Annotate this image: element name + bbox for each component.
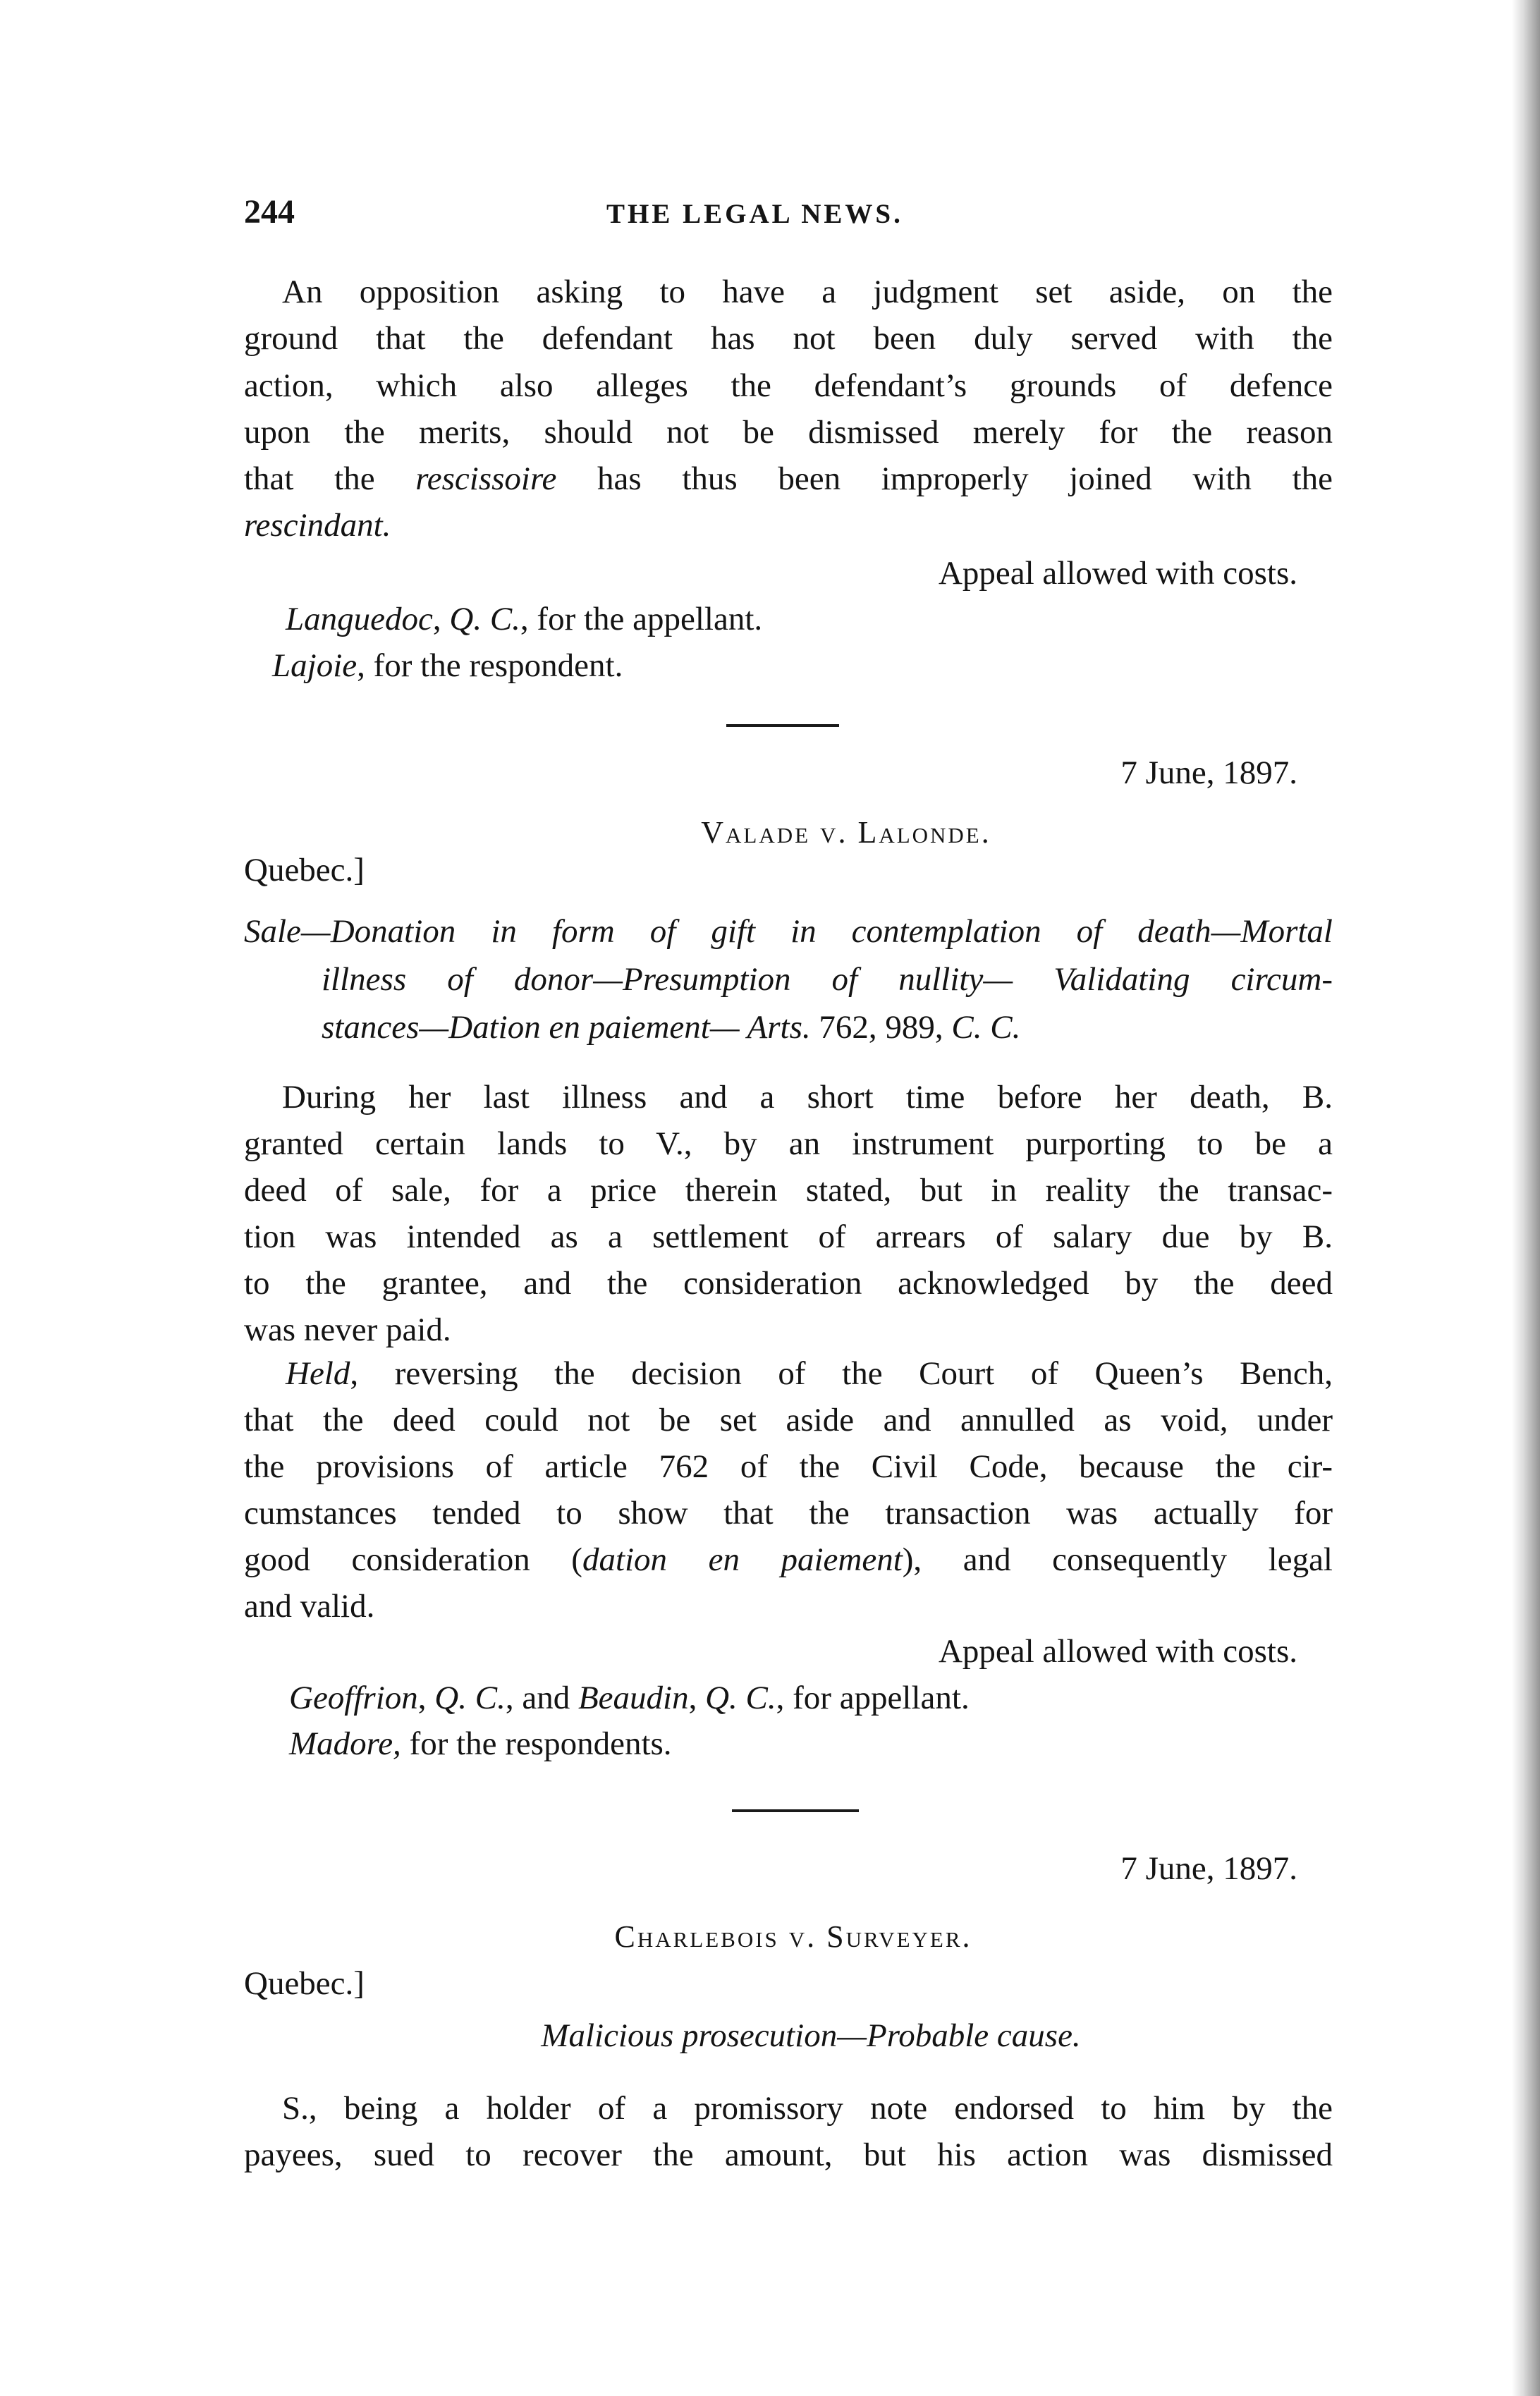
case2-headnote-line-1: Sale—Donation in form of gift in contemplation of death—Mortal: [244, 913, 1333, 950]
case2-headnote-line-3: stances—Dation en paiement— Arts. 762, 989, C. C.: [322, 1009, 1021, 1046]
case2-facts-line-1: During her last illness and a short time before her death, B.: [282, 1079, 1333, 1116]
case1-counsel-respondent: Lajoie, for the respondent.: [272, 647, 623, 684]
case2-facts-line-4: tion was intended as a settlement of arrears of salary due by B.: [244, 1218, 1333, 1255]
case1-counsel-appellant: Languedoc, Q. C., for the appellant.: [286, 601, 763, 637]
case3-facts-line-1: S., being a holder of a promissory note endorsed to him by the: [282, 2090, 1333, 2127]
case2-facts-line-3: deed of sale, for a price therein stated, but in reality the transac-: [244, 1172, 1333, 1209]
case1-result: Appeal allowed with costs.: [938, 555, 1297, 592]
case2-held-line-4: cumstances tended to show that the transaction was actually for: [244, 1495, 1333, 1532]
case1-para-line-2: ground that the defendant has not been duly served with the: [244, 320, 1333, 357]
case2-counsel-appellant: Geoffrion, Q. C., and Beaudin, Q. C., for appellant.: [289, 1680, 970, 1716]
running-title: THE LEGAL NEWS.: [606, 199, 903, 229]
case1-para-line-3: action, which also alleges the defendant’s grounds of defence: [244, 367, 1333, 404]
case2-title: Valade v. Lalonde.: [701, 815, 991, 850]
case3-facts-line-2: payees, sued to recover the amount, but his action was dismissed: [244, 2137, 1333, 2173]
section-divider-2: [732, 1809, 859, 1812]
page-number: 244: [244, 193, 295, 231]
case2-facts-line-5: to the grantee, and the consideration acknowledged by the deed: [244, 1265, 1333, 1302]
case2-court: Quebec.]: [244, 852, 365, 888]
case2-headnote-line-2: illness of donor—Presumption of nullity— Validating circum-: [322, 961, 1333, 998]
page-edge-shadow: [1512, 0, 1540, 2396]
section-divider-1: [726, 724, 839, 727]
case3-court: Quebec.]: [244, 1965, 365, 2002]
case3-headnote: Malicious prosecution—Probable cause.: [541, 2017, 1081, 2054]
case3-date: 7 June, 1897.: [1120, 1850, 1297, 1887]
case1-para-line-1: An opposition asking to have a judgment set aside, on the: [282, 274, 1333, 310]
case2-date: 7 June, 1897.: [1120, 754, 1297, 791]
case2-held-line-2: that the deed could not be set aside and annulled as void, under: [244, 1402, 1333, 1438]
case2-held-line-5: good consideration (dation en paiement), and consequently legal: [244, 1541, 1333, 1578]
case2-facts-line-6: was never paid.: [244, 1312, 451, 1348]
case1-para-line-4: upon the merits, should not be dismissed merely for the reason: [244, 414, 1333, 451]
case2-facts-line-2: granted certain lands to V., by an instrument purporting to be a: [244, 1125, 1333, 1162]
case2-counsel-respondent: Madore, for the respondents.: [289, 1725, 672, 1762]
case1-para-line-6: rescindant.: [244, 507, 391, 544]
case1-para-line-5: that the rescissoire has thus been improperly joined with the: [244, 460, 1333, 497]
case2-held-line-1: Held, reversing the decision of the Court of Queen’s Bench,: [286, 1355, 1333, 1392]
case3-title: Charlebois v. Surveyer.: [614, 1919, 972, 1954]
case2-held-line-6: and valid.: [244, 1588, 375, 1625]
case2-result: Appeal allowed with costs.: [938, 1633, 1297, 1670]
case2-held-line-3: the provisions of article 762 of the Civil Code, because the cir-: [244, 1448, 1333, 1485]
